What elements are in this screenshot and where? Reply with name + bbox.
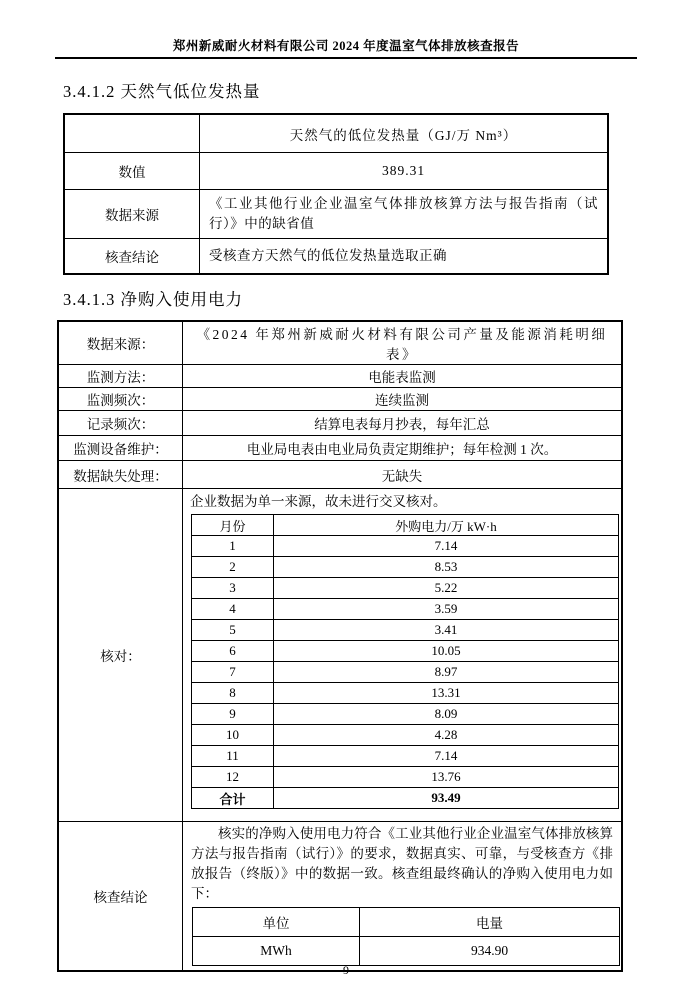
month-header-cell: 月份 <box>192 515 274 536</box>
table-row <box>58 365 622 388</box>
monthly-row <box>192 620 619 641</box>
row-value-cell: 连续监测 <box>183 388 623 411</box>
month-cell: 7 <box>192 662 274 683</box>
table-header-row <box>193 908 620 937</box>
row-label-cell: 核查结论 <box>58 822 183 972</box>
header-rule <box>55 57 637 59</box>
running-header: 郑州新威耐火材料有限公司 2024 年度温室气体排放核查报告 <box>172 39 520 53</box>
table-row <box>58 461 622 489</box>
monthly-row <box>192 578 619 599</box>
row-value-cell: 《工业其他行业企业温室气体排放核算方法与报告指南（试行）》中的缺省值 <box>200 190 609 239</box>
row-value-cell: 电业局电表由电业局负责定期维护；每年检测 1 次。 <box>183 436 623 461</box>
month-cell: 1 <box>192 536 274 557</box>
row-value-cell: 受核查方天然气的低位发热量选取正确 <box>200 239 609 275</box>
month-cell: 10 <box>192 725 274 746</box>
section-heading-3-4-1-3: 3.4.1.3 净购入使用电力 <box>63 290 243 309</box>
month-cell: 2 <box>192 557 274 578</box>
electricity-header-cell: 外购电力/万 kW·h <box>274 515 619 536</box>
section-heading-3-4-1-2: 3.4.1.2 天然气低位发热量 <box>63 82 261 101</box>
monthly-row <box>192 641 619 662</box>
monthly-row <box>192 683 619 704</box>
unit-header-cell: 单位 <box>193 908 360 937</box>
natural-gas-heating-value-table <box>63 113 609 275</box>
row-label-cell: 数据来源： <box>58 321 183 365</box>
row-label-cell: 监测设备维护： <box>58 436 183 461</box>
check-cell <box>183 489 623 822</box>
table-row <box>58 321 622 365</box>
row-label-cell: 数据来源 <box>64 190 200 239</box>
row-label-cell: 数值 <box>64 153 200 190</box>
row-value-cell: 无缺失 <box>183 461 623 489</box>
value-cell: 5.22 <box>274 578 619 599</box>
table-row <box>58 436 622 461</box>
conclusion-cell <box>183 822 623 972</box>
month-cell: 3 <box>192 578 274 599</box>
amount-cell: 934.90 <box>360 937 620 966</box>
value-cell: 13.31 <box>274 683 619 704</box>
amount-header-cell: 电量 <box>360 908 620 937</box>
row-value-cell: 电能表监测 <box>183 365 623 388</box>
month-cell: 5 <box>192 620 274 641</box>
month-cell: 12 <box>192 767 274 788</box>
row-label-cell: 核查结论 <box>64 239 200 275</box>
value-cell: 3.41 <box>274 620 619 641</box>
month-cell: 11 <box>192 746 274 767</box>
row-label-cell: 监测方法： <box>58 365 183 388</box>
table-header-row <box>192 515 619 536</box>
table-row <box>64 239 608 275</box>
value-cell: 7.14 <box>274 746 619 767</box>
total-row <box>192 788 619 809</box>
monthly-row <box>192 536 619 557</box>
confirmed-electricity-table <box>192 907 620 966</box>
table-row <box>64 153 608 190</box>
table-row <box>58 489 622 822</box>
monthly-row <box>192 746 619 767</box>
conclusion-text: 核实的净购入使用电力符合《工业其他行业企业温室气体排放核算方法与报告指南（试行）》的要求，数据真实、可靠，与受核查方《排放报告（终版）》中的数据一致。核查组最终确认的净购入使用电力如下： <box>191 826 613 901</box>
unit-cell: MWh <box>193 937 360 966</box>
column-header-cell: 天然气的低位发热量（GJ/万 Nm³） <box>200 114 609 153</box>
monthly-row <box>192 767 619 788</box>
empty-corner-cell <box>64 114 200 153</box>
monthly-row <box>192 725 619 746</box>
table-row <box>64 190 608 239</box>
monthly-row <box>192 662 619 683</box>
monthly-row <box>192 557 619 578</box>
value-cell: 7.14 <box>274 536 619 557</box>
total-value-cell: 93.49 <box>274 788 619 809</box>
value-cell: 13.76 <box>274 767 619 788</box>
table-row <box>58 388 622 411</box>
table-row <box>64 114 608 153</box>
value-cell: 4.28 <box>274 725 619 746</box>
page-number: 9 <box>343 963 349 977</box>
row-label-cell: 监测频次： <box>58 388 183 411</box>
row-value-cell: 《2024 年郑州新威耐火材料有限公司产量及能源消耗明细表》 <box>183 321 623 365</box>
check-note: 企业数据为单一来源，故未进行交叉核对。 <box>190 494 447 509</box>
monthly-row <box>192 599 619 620</box>
month-cell: 9 <box>192 704 274 725</box>
value-cell: 8.97 <box>274 662 619 683</box>
row-label-cell: 核对： <box>58 489 183 822</box>
row-value-cell: 389.31 <box>200 153 609 190</box>
value-cell: 10.05 <box>274 641 619 662</box>
monthly-row <box>192 704 619 725</box>
row-label-cell: 数据缺失处理： <box>58 461 183 489</box>
month-cell: 6 <box>192 641 274 662</box>
value-cell: 8.09 <box>274 704 619 725</box>
monthly-electricity-table <box>191 514 619 809</box>
purchased-electricity-table <box>57 320 623 972</box>
row-label-cell: 记录频次： <box>58 411 183 436</box>
table-row <box>193 937 620 966</box>
value-cell: 8.53 <box>274 557 619 578</box>
total-label-cell: 合计 <box>192 788 274 809</box>
row-value-cell: 结算电表每月抄表，每年汇总 <box>183 411 623 436</box>
month-cell: 8 <box>192 683 274 704</box>
table-row <box>58 822 622 972</box>
month-cell: 4 <box>192 599 274 620</box>
value-cell: 3.59 <box>274 599 619 620</box>
table-row <box>58 411 622 436</box>
